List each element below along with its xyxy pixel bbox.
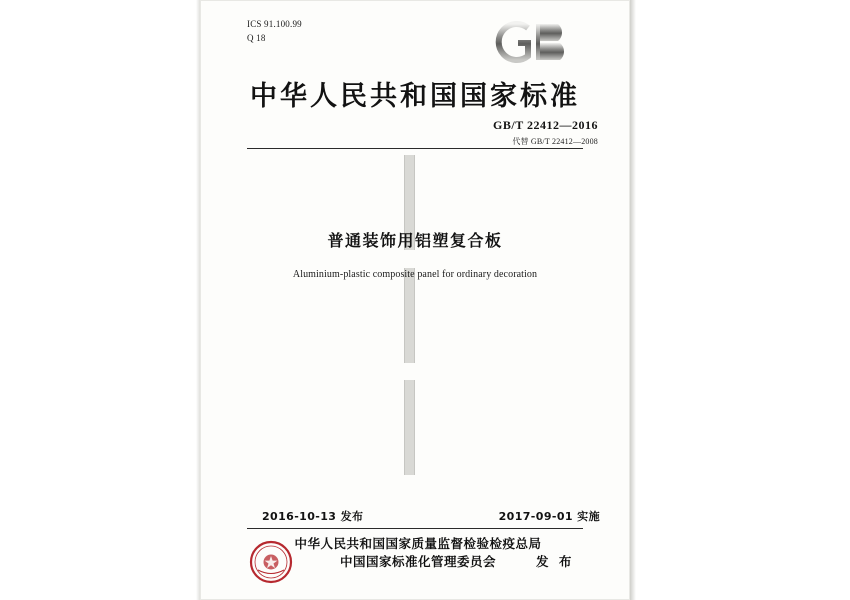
binding-mark-2 <box>404 268 415 363</box>
implementation-date: 2017-09-01 实施 <box>498 510 600 523</box>
issue-date: 2016-10-13 发布 <box>262 510 364 523</box>
gb-emblem-icon <box>492 16 580 68</box>
ics-classification <box>247 18 302 45</box>
page-edge-right <box>630 0 636 600</box>
issuer-line-2: 中国国家标准化管理委员会 <box>339 554 496 570</box>
subject-title-english: Aluminium-plastic composite panel for ordinary decoration <box>292 269 538 280</box>
page-title: 中华人民共和国国家标准 <box>250 81 580 112</box>
official-seal-icon <box>249 540 293 584</box>
issuing-authority <box>293 535 543 571</box>
binding-mark-3 <box>404 380 415 475</box>
standard-number-block <box>493 118 598 147</box>
issuer-line-1: 中华人民共和国国家质量监督检验检疫总局 <box>294 536 542 551</box>
footer-divider <box>247 528 583 529</box>
header-divider <box>247 148 583 149</box>
publish-label: 发 布 <box>536 554 575 569</box>
ics-code: ICS 91.100.99 <box>247 19 302 29</box>
replaces-note: 代替 GB/T 22412—2008 <box>512 137 598 146</box>
standard-number: GB/T 22412—2016 <box>493 118 598 132</box>
subject-title-chinese: 普通装饰用铝塑复合板 <box>327 231 503 250</box>
ccs-code: Q 18 <box>247 32 266 43</box>
